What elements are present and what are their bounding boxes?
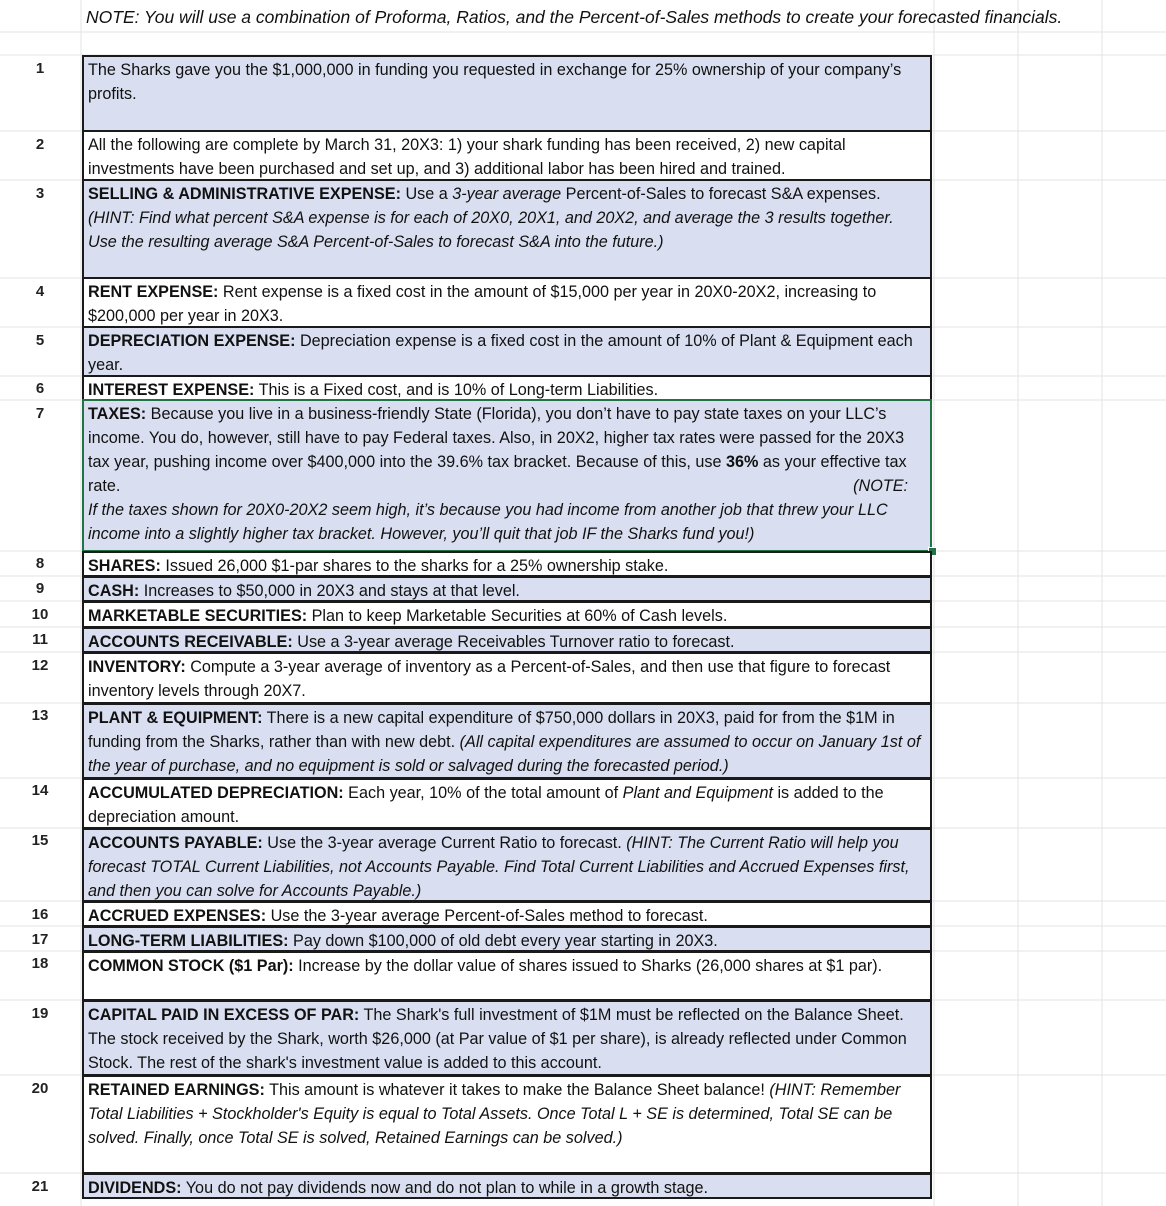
cell-accumulated-depreciation[interactable]	[82, 778, 932, 829]
cell-text: Depreciation expense is a fixed cost in the amount of 10% of Plant & Equipment each year.	[88, 332, 913, 374]
cell-capital-paid-in-excess[interactable]	[82, 1000, 932, 1076]
cell-rent-expense[interactable]	[82, 277, 932, 328]
cell-text: Each year, 10% of the total amount of	[343, 784, 623, 802]
cell-text: This is a Fixed cost, and is 10% of Long-term Liabilities.	[254, 381, 659, 399]
cell-heading: RENT EXPENSE:	[88, 283, 219, 301]
cell-heading: COMMON STOCK ($1 Par):	[88, 957, 294, 975]
cell-text: Percent-of-Sales to forecast S&A expenses.	[561, 185, 881, 203]
row-number: 17	[31, 931, 49, 948]
cell-long-term-liabilities[interactable]	[82, 926, 932, 952]
cell-hint: (HINT: Find what percent S&A expense is for each of 20X0, 20X1, and 20X2, and average the 3 results together. Use the resulting average S&A Percent-of-Sales to forecast S&A into the future.)	[88, 209, 894, 251]
row-number: 12	[31, 657, 49, 674]
cell-heading: INTEREST EXPENSE:	[88, 381, 255, 399]
cell-heading: INVENTORY:	[88, 658, 186, 676]
cell-text: Use the 3-year average Current Ratio to forecast.	[262, 834, 627, 852]
cell-heading: SHARES:	[88, 557, 161, 575]
row-number: 21	[31, 1178, 49, 1195]
row-number: 16	[31, 906, 49, 923]
cell-heading: ACCOUNTS PAYABLE:	[88, 834, 263, 852]
cell-interest-expense[interactable]	[82, 375, 932, 401]
cell-heading: PLANT & EQUIPMENT:	[88, 709, 263, 727]
cell-heading: MARKETABLE SECURITIES:	[88, 607, 308, 625]
cell-text: The Shark's full investment of $1M must be reflected on the Balance Sheet. The stock received by the Shark, worth $26,000 (at Par value of $1 per share), is already reflected under Common Stock. The rest of the shark's investment value is added to this account.	[88, 1006, 907, 1072]
cell-text: Issued 26,000 $1-par shares to the sharks for a 25% ownership stake.	[160, 557, 669, 575]
cell-text: This amount is whatever it takes to make the Balance Sheet balance!	[264, 1081, 770, 1099]
cell-bold: 36%	[726, 453, 759, 471]
row-number: 14	[31, 782, 49, 799]
cell-heading: CAPITAL PAID IN EXCESS OF PAR:	[88, 1006, 360, 1024]
cell-text: Use a 3-year average Receivables Turnover ratio to forecast.	[292, 633, 735, 651]
row-number: 2	[35, 136, 45, 153]
cell-text: Use a	[400, 185, 453, 203]
cell-text: There is a new capital expenditure of $750,000 dollars in 20X3, paid for from the $1M in funding from the Sharks, rather than with new debt.	[88, 709, 895, 751]
cell-text: is added to the depreciation amount.	[88, 784, 884, 826]
cell-heading: DEPRECIATION EXPENSE:	[88, 332, 296, 350]
cell-text: The Sharks gave you the $1,000,000 in funding you requested in exchange for 25% ownership of your company’s profits.	[88, 61, 902, 103]
cell-dividends[interactable]	[82, 1173, 932, 1199]
cell-retained-earnings[interactable]	[82, 1075, 932, 1174]
cell-accrued-expenses[interactable]	[82, 901, 932, 927]
cell-accounts-receivable[interactable]	[82, 627, 932, 653]
cell-depreciation-expense[interactable]	[82, 326, 932, 377]
instructions-note: NOTE: You will use a combination of Proforma, Ratios, and the Percent-of-Sales methods to create your forecasted financials.	[86, 7, 1063, 27]
cell-heading: LONG-TERM LIABILITIES:	[88, 932, 289, 950]
cell-inventory[interactable]	[82, 652, 932, 704]
cell-text: Increases to $50,000 in 20X3 and stays at that level.	[139, 582, 520, 600]
cell-taxes-selected[interactable]	[82, 399, 932, 552]
cell-text: Plan to keep Marketable Securities at 60% of Cash levels.	[307, 607, 728, 625]
cell-text: All the following are complete by March 31, 20X3: 1) your shark funding has been received, 2) new capital investments have been purchased and set up, and 3) additional labor has been hired and trained.	[88, 136, 846, 178]
cell-text: Because you live in a business-friendly State (Florida), you don’t have to pay state taxes on your LLC’s income. You do, however, still have to pay Federal taxes. Also, in 20X2, higher tax rates were passed for the 20X3 tax year, pushing income over $400,000 into the 39.6% tax bracket. Because of this, use	[88, 405, 905, 471]
row-number: 13	[31, 707, 49, 724]
row-number: 9	[35, 580, 45, 597]
cell-heading: CASH:	[88, 582, 140, 600]
cell-text: Increase by the dollar value of shares issued to Sharks (26,000 shares at $1 par).	[293, 957, 883, 975]
cell-hint: (HINT: Remember Total Liabilities + Stockholder's Equity is equal to Total Assets. Once Total L + SE is determined, Total SE can be solved. Finally, once Total SE is solved, Retained Earnings can be solved.)	[88, 1081, 901, 1147]
cell-italic: Plant and Equipment	[622, 784, 773, 802]
cell-heading: ACCRUED EXPENSES:	[88, 907, 267, 925]
cell-text: Rent expense is a fixed cost in the amount of $15,000 per year in 20X0-20X2, increasing to $200,000 per year in 20X3.	[88, 283, 877, 325]
cell-heading: ACCUMULATED DEPRECIATION:	[88, 784, 344, 802]
cell-text: as your effective tax rate.	[88, 453, 907, 495]
row-number: 18	[31, 955, 49, 972]
cell-heading: SELLING & ADMINISTRATIVE EXPENSE:	[88, 185, 401, 203]
cell-text: Compute a 3-year average of inventory as a Percent-of-Sales, and then use that figure to forecast inventory levels through 20X7.	[88, 658, 891, 700]
row-number: 7	[35, 405, 45, 422]
cell-accounts-payable[interactable]	[82, 828, 932, 902]
row-number: 5	[35, 332, 45, 349]
row-number: 3	[35, 185, 45, 202]
cell-note: (All capital expenditures are assumed to occur on January 1st of the year of purchase, and no equipment is sold or salvaged during the forecasted period.)	[88, 733, 921, 775]
row-number: 1	[35, 60, 45, 77]
cell-completion[interactable]	[82, 130, 932, 181]
cell-cash[interactable]	[82, 576, 932, 602]
row-number: 19	[31, 1005, 49, 1022]
cell-common-stock[interactable]	[82, 951, 932, 1001]
cell-heading: ACCOUNTS RECEIVABLE:	[88, 633, 293, 651]
cell-text: Pay down $100,000 of old debt every year starting in 20X3.	[288, 932, 718, 950]
cell-funding[interactable]	[82, 55, 932, 132]
row-number: 6	[35, 380, 45, 397]
row-number: 4	[35, 283, 45, 300]
cell-shares[interactable]	[82, 551, 932, 577]
cell-heading: TAXES:	[88, 405, 147, 423]
cell-plant-equipment[interactable]	[82, 703, 932, 779]
cell-note-label: (NOTE:	[853, 477, 908, 495]
row-number: 8	[35, 555, 45, 572]
cell-selling-admin-expense[interactable]	[82, 179, 932, 279]
cell-text: Use the 3-year average Percent-of-Sales method to forecast.	[266, 907, 708, 925]
cell-italic: 3-year average	[452, 185, 562, 203]
row-number: 20	[31, 1080, 49, 1097]
row-number: 10	[31, 606, 49, 623]
row-number: 15	[31, 832, 49, 849]
cell-heading: DIVIDENDS:	[88, 1179, 182, 1197]
cell-text: You do not pay dividends now and do not plan to while in a growth stage.	[181, 1179, 709, 1197]
cell-hint: (HINT: The Current Ratio will help you forecast TOTAL Current Liabilities, not Accounts Payable. Find Total Current Liabilities and Accrued Expenses first, and then you can solve for Accounts Payable.)	[88, 834, 910, 900]
cell-heading: RETAINED EARNINGS:	[88, 1081, 265, 1099]
cell-marketable-securities[interactable]	[82, 601, 932, 628]
cell-note: If the taxes shown for 20X0-20X2 seem high, it’s because you had income from another job that threw your LLC income into a slightly higher tax bracket. However, you’ll quit that job IF the Sharks fund you!)	[88, 501, 888, 543]
row-number: 11	[32, 631, 48, 648]
